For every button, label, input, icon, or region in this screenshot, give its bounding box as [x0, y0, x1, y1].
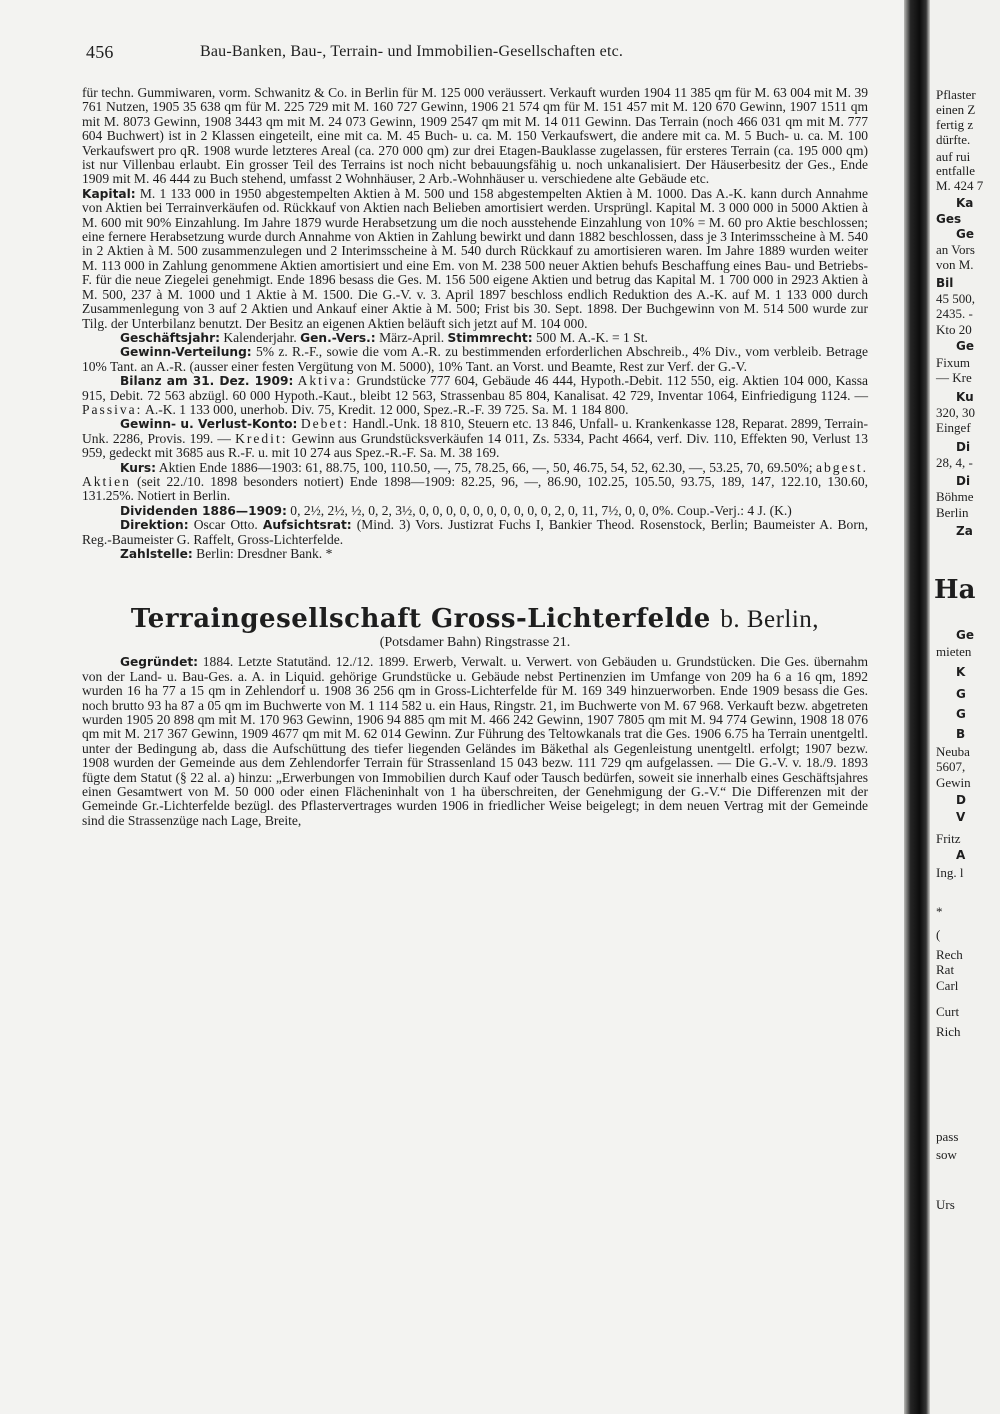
- kurs-abgest-label: abgest. Aktien: [82, 459, 869, 489]
- adjacent-page-fragment: Ge: [956, 339, 974, 353]
- debet-text: Handl.-Unk. 18 810, Steuern etc. 13 846, Unfall- u. Krankenkasse 128, Reparat. 2899, Terrain-Unk. 2286, Provis. 199. —: [82, 416, 868, 446]
- adjacent-page-fragment: Rat: [936, 962, 955, 977]
- zahlstelle-section: [82, 547, 868, 561]
- adjacent-page-fragment: Ku: [956, 390, 974, 404]
- adjacent-page-fragment: Eingef: [936, 420, 971, 435]
- adjacent-page-fragment: G: [956, 687, 966, 701]
- adjacent-page-fragment: V: [956, 810, 966, 824]
- kurs-text-1: Aktien Ende 1886—1903: 61, 88.75, 100, 110.50, —, 75, 78.25, 66, —, 50, 46.75, 54, 52, 62.30, —, 53.25, 70, 69.50%;: [158, 459, 813, 475]
- adjacent-page-fragment: Kto 20: [936, 322, 972, 337]
- adjacent-page-fragment: auf rui: [936, 149, 971, 164]
- direktion-section: [82, 518, 868, 547]
- gegruendet-text: 1884. Letzte Statutänd. 12./12. 1899. Erwerb, Verwalt. u. Verwert. von Gebäuden u. Grundstücken. Die Ges. übernahm von der Land- u. Bau-Ges. a. A. in Liquid. gehörige Grundstücke u. Gebäude nebst Pertinenzien im Umfange von 209 ha 6 a 16 qm, 1892 wurden 16 ha 77 a 15 qm in Zehlendorf u. 1908 36 256 qm in Gross-Lichterfelde für M. 169 349 hinzuerworben. Ende 1909 besass die Ges. noch brutto 93 ha 87 a 05 qm im Buchwerte von M. 1 114 582 u. ein Haus, Ringstr. 21, im Buchwerte von M. 67 968. Verkauft bezw. abgetreten wurden 1905 20 898 qm mit M. 170 963 Gewinn, 1906 94 885 qm mit M. 466 242 Gewinn, 1907 7805 qm mit M. 94 774 Gewinn, 1908 18 076 qm mit M. 217 367 Gewinn, 1909 4677 qm mit M. 62 014 Gewinn. Zur Führung des Teltowkanals trat die Ges. 1906 6.75 ha Terrain unentgeltl. unter der Bedingung ab, dass die Aufschüttung des tiefer liegenden Geländes im Bäkethal als Gegenleistung unentgeltl. erfolgt; 1907 bezw. 1908 wurden der Gemeinde aus dem Zehlendorfer Terrain für Strassenland 15 043 bezw. 111 729 qm aufgelassen. — Die G.-V. v. 18./9. 1893 fügte dem Statut (§ 22 al. a) hinzu: „Erwerbungen von Immobilien durch Kauf oder Tausch bedürfen, soweit sie innerhalb eines Geschäftsjahres einen Gesamtwert von M. 50 000 oder einen Flächeninhalt von 1 ha überschreiten, der Genehmigung der G.-V.“ Die Differenzen mit der Gemeinde Gr.-Lichterfelde bezügl. des Pflastervertrages wurden 1906 in friedlicher Weise beigelegt; in dem neuen Vertrag mit der Gemeinde sind die Strassenzüge nach Lage, Breite,: [82, 654, 868, 828]
- zahlstelle-label: Zahlstelle:: [120, 547, 193, 561]
- passiva-label: Passiva:: [82, 401, 143, 417]
- page-header: [82, 36, 868, 66]
- adjacent-page-fragment: K: [956, 665, 966, 679]
- gewinnverteilung-label: Gewinn-Verteilung:: [120, 345, 252, 360]
- adjacent-page-fragment: fertig z: [936, 117, 974, 132]
- adjacent-page-fragment: Rich: [936, 1024, 961, 1039]
- adjacent-page-fragment: A: [956, 848, 966, 862]
- adjacent-page-fragment: — Kre: [936, 370, 972, 385]
- intro-text: für techn. Gummiwaren, vorm. Schwanitz & Co. in Berlin für M. 125 000 veräussert. Verkauft wurden 1904 11 385 qm für M. 63 004 mit M. 39 761 Nutzen, 1905 35 638 qm für M. 225 729 mit M. 160 727 Gewinn, 1906 21 574 qm für M. 151 457 mit M. 120 670 Gewinn, 1907 1511 qm mit M. 8073 Gewinn, 1908 3443 qm mit M. 24 073 Gewinn, 1909 2547 qm mit M. 14 011 Gewinn. Das Terrain (noch 466 031 qm mit M. 777 604 Buchwert) ist in 2 Klassen eingeteilt, eine mit ca. M. 45 Buch- u. ca. M. 150 Verkaufswert, die andere mit ca. M. 5 Buch- u. ca. M. 100 Verkaufswert pro qR. 1908 wurde letzteres Areal (ca. 270 000 qm) zur drei Etagen-Bauklasse zugelassen, für ersteres Terrain (ca. 195 000 qm) ist nur Villenbau erlaubt. Ein grosser Teil des Terrains ist noch nicht bebauungsfähig u. noch unkanalisiert. Der Häuserbesitz der Ges., Ende 1909 mit M. 46 444 zu Buch stehend, umfasst 2 Wohnhäuser, 2 Arb.-Wohnhäuser u. verschiedene alte Gebäude etc.: [82, 85, 868, 187]
- adjacent-page-fragment: von M.: [936, 257, 974, 272]
- kapital-section: [82, 187, 868, 331]
- company-address: (Potsdamer Bahn) Ringstrasse 21.: [379, 635, 571, 651]
- debet-label: Debet:: [300, 416, 349, 432]
- bilanz-label: Bilanz am 31. Dez. 1909:: [120, 374, 294, 389]
- adjacent-page-fragment: mieten: [936, 644, 972, 659]
- adjacent-page-fragment: Carl: [936, 978, 959, 993]
- adjacent-page-fragment: Di: [956, 440, 971, 454]
- adjacent-page-fragment: 5607,: [936, 759, 966, 774]
- adjacent-page-fragment: D: [956, 793, 966, 807]
- zahlstelle-text: Berlin: Dresdner Bank. *: [196, 546, 333, 561]
- adjacent-page-fragment: *: [936, 904, 943, 919]
- adjacent-page-fragment: Berlin: [936, 505, 969, 520]
- adjacent-page-fragment: 2435. -: [936, 306, 973, 321]
- aufsichtsrat-label: Aufsichtsrat:: [262, 518, 352, 533]
- intro-paragraph: [82, 86, 868, 187]
- kurs-label: Kurs:: [120, 460, 157, 475]
- dividenden-label: Dividenden 1886—1909:: [120, 503, 287, 518]
- genvers-label: Gen.-Vers.:: [300, 330, 376, 345]
- adjacent-page-fragment: Pflaster: [936, 87, 976, 102]
- aktiva-label: Aktiva:: [297, 373, 353, 389]
- genvers-text: März-April.: [379, 329, 445, 345]
- adjacent-page-fragment: Za: [956, 524, 973, 538]
- binding-gutter: [904, 0, 930, 1414]
- geschaeftsjahr-label: Geschäftsjahr:: [120, 330, 220, 345]
- adjacent-page-fragment: an Vors: [936, 242, 975, 257]
- adjacent-page-fragment: sow: [936, 1147, 957, 1162]
- gegruendet-section: [82, 655, 868, 828]
- gewinn-verlust-label: Gewinn- u. Verlust-Konto:: [120, 417, 298, 432]
- adjacent-page-fragment: (: [936, 927, 941, 942]
- kapital-text: M. 1 133 000 in 1950 abgestempelten Aktien à M. 500 und 158 abgestempelten Aktien à M. 1000. Das A.-K. kann durch Annahme von Aktien bei Terrainverkäufen od. Rückkauf von Aktien nach Belieben amortisiert werden. Ursprüngl. Kapital M. 3 000 000 in 5000 Aktien à M. 600 mit 90% Einzahlung. Im Jahre 1879 wurde Herabsetzung um die noch ausstehende Einzahlung von 10% = M. 60 pro Aktie beschlossen; eine fernere Herabsetzung wurde durch Annahme von Aktien in Zahlung bewirkt und dann 1882 beschlossen, dass je 3 Interimsscheine à M. 540 in 2 Aktien à M. 500 zusammenzulegen und 2 Interimsscheine à M. 540 durch Rückkauf zu amortisieren waren. Im Jahre 1889 wurden weiter M. 113 000 in Zahlung genommene Aktien amortisiert und eine Em. von M. 238 500 neuer Aktien behufs Beschaffung eines Bau- und Betriebs-F. für die neue Ziegelei genehmigt. Ende 1896 besass die Ges. M. 156 500 eigene Aktien und betrug das Kapital M. 1 700 000 in 2923 Aktien à M. 500, 237 à M. 1000 und 1 Aktie à M. 1500. Die G.-V. v. 3. April 1897 beschloss endlich Reduktion des A.-K. auf M. 1 133 000 durch Zusammenlegung von 3 auf 2 Aktien und Ankauf einer Aktie à M. 500; Frist bis 30. Sept. 1898. Der Buchgewinn von M. 514 500 wurde zur Tilg. der Unterbilanz benutzt. Der Besitz an eigenen Aktien beläuft sich jetzt auf M. 104 000.: [82, 185, 868, 331]
- kapital-label: Kapital:: [82, 186, 136, 201]
- direktion-text: Oscar Otto.: [193, 517, 258, 533]
- adjacent-page-fragment: Ges: [936, 212, 962, 226]
- kurs-text-2: (seit 22./10. 1898 besonders notiert) Ende 1898—1909: 82.25, 96, —, 86.90, 102.25, 105.50, 93.75, 189, 147, 122.10, 130.60, 131.25%. Notiert in Berlin.: [82, 473, 868, 504]
- adjacent-page-fragment: Rech: [936, 947, 963, 962]
- adjacent-page-fragment: Gewin: [936, 775, 971, 790]
- running-title: Bau-Banken, Bau-, Terrain- und Immobilien-Gesellschaften etc.: [200, 43, 624, 60]
- main-column: [82, 36, 868, 828]
- gewinn-verlust-section: [82, 417, 868, 460]
- adjacent-page-fragment: Böhme: [936, 489, 974, 504]
- direktion-label: Direktion:: [120, 518, 189, 533]
- bilanz-section: [82, 374, 868, 417]
- stimmrecht-text: 500 M. A.-K. = 1 St.: [535, 329, 648, 345]
- kurs-section: [82, 461, 868, 504]
- adjacent-page-fragment: 28, 4, -: [936, 455, 973, 470]
- gegruendet-label: Gegründet:: [120, 655, 199, 670]
- adjacent-page-fragment: einen Z: [936, 102, 976, 117]
- company-entry-2: [82, 604, 868, 828]
- company-location: b. Berlin,: [720, 606, 820, 634]
- adjacent-page-fragment: G: [956, 707, 966, 721]
- company-title: [82, 604, 868, 635]
- geschaeftsjahr-text: Kalenderjahr.: [223, 329, 297, 345]
- adjacent-page-fragment: Ing. l: [936, 865, 964, 880]
- stimmrecht-label: Stimmrecht:: [447, 330, 533, 345]
- kredit-label: Kredit:: [235, 430, 288, 446]
- dividenden-section: [82, 504, 868, 518]
- geschaeftsjahr-section: [82, 331, 868, 345]
- adjacent-page-fragment: 45 500,: [936, 291, 975, 306]
- adjacent-page-edge: [930, 0, 1000, 1414]
- adjacent-page-fragment: entfalle: [936, 163, 975, 178]
- adjacent-page-fragment: Curt: [936, 1004, 960, 1019]
- adjacent-page-fragment: pass: [936, 1129, 959, 1144]
- adjacent-page-fragment: Bil: [936, 276, 954, 290]
- aufsichtsrat-text: (Mind. 3) Vors. Justizrat Fuchs I, Bankier Theod. Rosenstock, Berlin; Baumeister A. Born, Reg.-Baumeister G. Raffelt, Gross-Lichterfelde.: [82, 517, 869, 547]
- adjacent-page-fragment: Di: [956, 474, 971, 488]
- kredit-text: Gewinn aus Grundstücksverkäufen 14 011, Zs. 5334, Pacht 4664, verf. Div. 110, Effekten 90, Verlust 13 959, gedeckt mit 3685 aus R.-F. u. mit 10 274 aus Spez.-R.-F. Sa. M. 38 169.: [82, 430, 868, 461]
- adjacent-page-fragment: B: [956, 727, 966, 741]
- dividenden-text: 0, 2½, 2½, ½, 0, 2, 3½, 0, 0, 0, 0, 0, 0, 0, 0, 0, 0, 2, 0, 11, 7½, 0, 0, 0%. Coup.-Verj.: 4 J. (K.): [290, 502, 792, 518]
- company-entry-1: [82, 86, 868, 561]
- gewinnverteilung-section: [82, 345, 868, 374]
- gewinnverteilung-text: 5% z. R.-F., sowie die vom A.-R. zu bestimmenden erforderlichen Abschreib., 4% Div., vom verbleib. Betrage 10% Tant. an A.-R. (ausser einer festen Vergütung von M. 5000), 10% Tant. an Vorst. und Beamte, Rest zur Verf. der G.-V.: [82, 344, 868, 374]
- adjacent-page-fragment: Urs: [936, 1197, 955, 1212]
- adjacent-page-fragment: Ha: [934, 575, 976, 605]
- adjacent-page-fragment: Ge: [956, 227, 974, 241]
- adjacent-page-fragment: Ge: [956, 628, 974, 642]
- adjacent-page-fragment: Fritz: [936, 831, 961, 846]
- adjacent-page-fragment: Fixum: [936, 355, 970, 370]
- bilanz-passiva-text: A.-K. 1 133 000, unerhob. Div. 75, Kredit. 12 000, Spez.-R.-F. 39 725. Sa. M. 1 184 800.: [145, 401, 629, 417]
- adjacent-page-fragment: M. 424 7: [936, 178, 984, 193]
- bilanz-aktiva-text: Grundstücke 777 604, Gebäude 46 444, Hypoth.-Debit. 112 550, eig. Aktien 104 000, Kassa 915, Debit. 72 563 abzügl. 60 000 Hypoth.-Kaut., bleibt 12 563, Strassenbau 85 804, Kanalisat. 42 729, Inventar 1064, Einfriedigung 1124. —: [82, 373, 869, 403]
- page-number: 456: [86, 42, 114, 62]
- adjacent-page-fragment: dürfte.: [936, 132, 971, 147]
- adjacent-page-fragment: 320, 30: [936, 405, 975, 420]
- adjacent-page-fragment: Ka: [956, 196, 974, 210]
- company-name: Terraingesellschaft Gross-Lichterfelde: [130, 604, 711, 635]
- adjacent-page-fragment: Neuba: [936, 744, 970, 759]
